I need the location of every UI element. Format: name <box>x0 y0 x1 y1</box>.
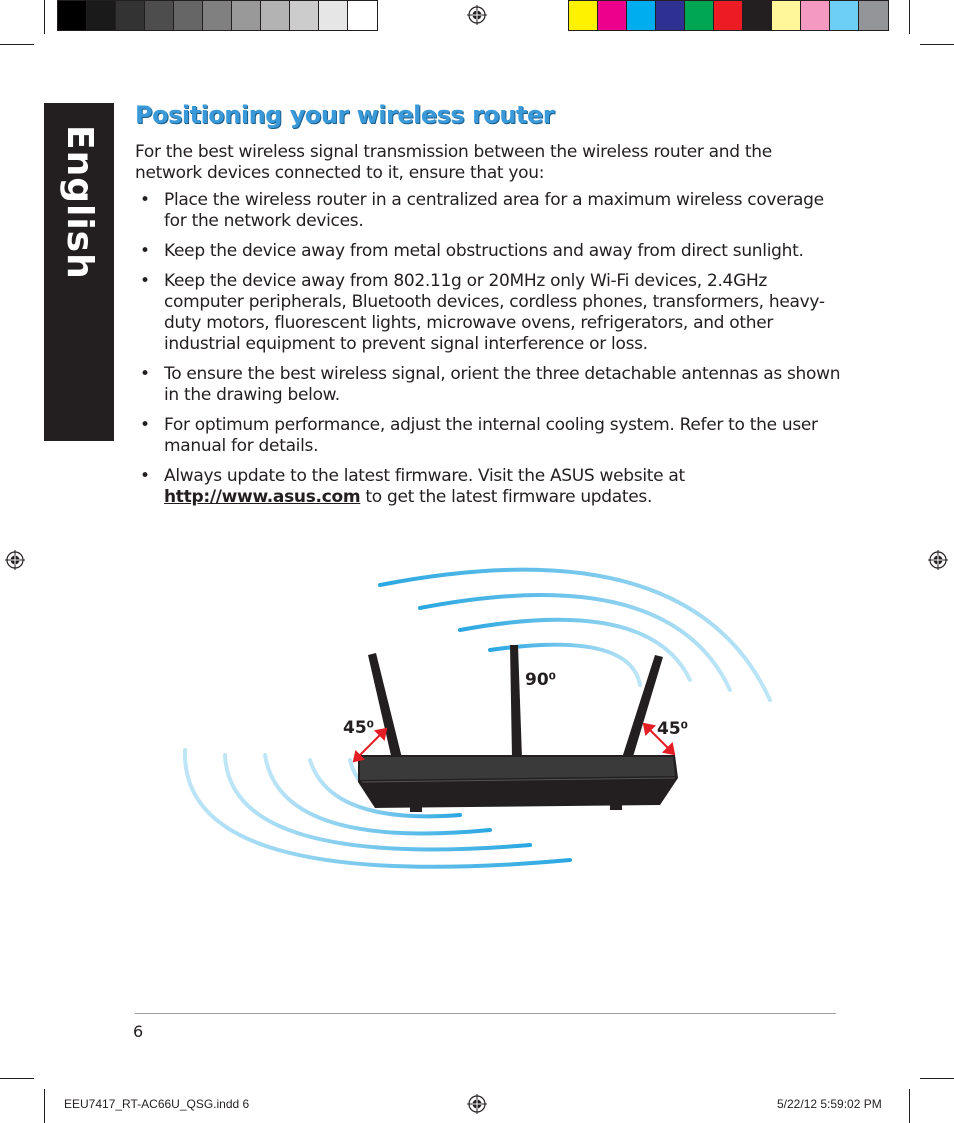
process-color-swatch <box>714 1 743 30</box>
gray-swatch <box>232 1 261 30</box>
crop-mark-br-v <box>909 1089 910 1123</box>
process-color-swatch <box>685 1 714 30</box>
gray-swatch <box>319 1 348 30</box>
asus-website-link[interactable]: http://www.asus.com <box>164 487 361 507</box>
gray-swatch <box>261 1 290 30</box>
intro-paragraph: For the best wireless signal transmission between the wireless router and the network devices connected to it, ensure that you: <box>135 142 772 183</box>
footer-rule <box>135 1013 836 1014</box>
slug-filename: EEU7417_RT-AC66U_QSG.indd 6 <box>64 1097 250 1111</box>
gray-swatch <box>174 1 203 30</box>
crop-mark-tl-h <box>0 44 34 45</box>
gray-swatch <box>348 1 377 30</box>
registration-mark-right-icon <box>928 550 948 570</box>
list-item: • To ensure the best wireless signal, orient the three detachable antennas as shown in the drawing below. <box>135 364 845 406</box>
registration-mark-top-icon <box>467 5 487 25</box>
crop-mark-bl-h <box>0 1078 34 1079</box>
page-number: 6 <box>133 1022 143 1041</box>
list-item-text: Always update to the latest firmware. Visit the ASUS website at <box>164 466 685 486</box>
process-color-swatch <box>859 1 888 30</box>
crop-mark-br-h <box>920 1078 954 1079</box>
list-item: • Keep the device away from metal obstructions and away from direct sunlight. <box>135 241 845 262</box>
signal-waves-right-icon <box>380 570 770 700</box>
process-color-bar <box>568 0 889 31</box>
slug-datetime: 5/22/12 5:59:02 PM <box>777 1097 882 1111</box>
gray-swatch <box>116 1 145 30</box>
tips-list <box>135 190 845 517</box>
gray-color-bar <box>57 0 378 31</box>
list-item-text: to get the latest firmware updates. <box>360 487 653 507</box>
gray-swatch <box>58 1 87 30</box>
gray-swatch <box>145 1 174 30</box>
gray-swatch <box>290 1 319 30</box>
process-color-swatch <box>830 1 859 30</box>
list-item <box>135 466 845 508</box>
center-angle-label: 90⁰ <box>525 670 557 690</box>
process-color-swatch <box>743 1 772 30</box>
list-item: • Keep the device away from 802.11g or 20MHz only Wi-Fi devices, 2.4GHz computer peripherals, Bluetooth devices, cordless phones, transformers, heavy-duty motors, fluorescent lights, microwave ovens, refrigerators, and other industrial equipment to prevent signal interference or loss. <box>135 271 845 355</box>
process-color-swatch <box>801 1 830 30</box>
gray-swatch <box>203 1 232 30</box>
router-body-icon <box>358 755 678 812</box>
process-color-swatch <box>569 1 598 30</box>
process-color-swatch <box>772 1 801 30</box>
crop-mark-tr-h <box>920 44 954 45</box>
process-color-swatch <box>598 1 627 30</box>
registration-mark-left-icon <box>5 550 25 570</box>
language-tab-label: English <box>59 125 100 280</box>
antenna-icon <box>368 645 663 760</box>
gray-swatch <box>87 1 116 30</box>
crop-mark-tl-v <box>44 0 45 34</box>
list-item: • Place the wireless router in a centralized area for a maximum wireless coverage for the network devices. <box>135 190 845 232</box>
router-antenna-diagram <box>170 550 790 900</box>
registration-mark-bottom-icon <box>467 1094 487 1114</box>
crop-mark-tr-v <box>909 0 910 34</box>
right-angle-label: 45⁰ <box>657 719 689 739</box>
process-color-swatch <box>656 1 685 30</box>
section-heading: Positioning your wireless router <box>135 101 555 129</box>
list-item: • For optimum performance, adjust the internal cooling system. Refer to the user manual for details. <box>135 415 845 457</box>
left-angle-label: 45⁰ <box>343 718 375 738</box>
process-color-swatch <box>627 1 656 30</box>
crop-mark-bl-v <box>44 1089 45 1123</box>
